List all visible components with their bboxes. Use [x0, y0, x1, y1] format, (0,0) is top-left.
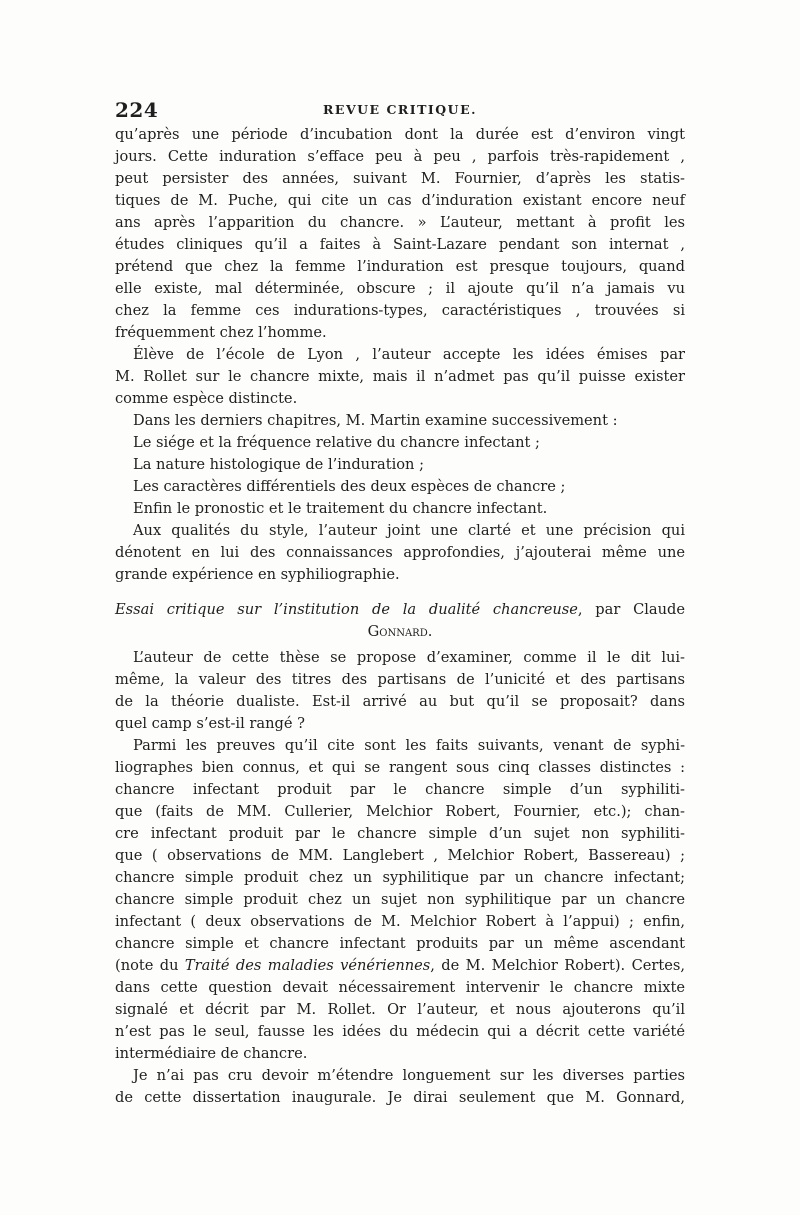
text-line: chancre simple produit chez un sujet non syphilitique par un chancre: [115, 891, 685, 908]
review-author-surname: Gonnard.: [367, 623, 433, 640]
paragraph-proofs: [115, 735, 685, 1065]
running-head: REVUE CRITIQUE.: [323, 102, 477, 117]
list-item: Enfin le pronostic et le traitement du chancre infectant.: [133, 500, 548, 517]
text-line: chancre simple produit chez un syphilitique par un chancre infectant;: [115, 869, 685, 886]
text-line: intermédiaire de chancre.: [115, 1045, 308, 1062]
text-line: ans après l’apparition du chancre. » L’auteur, mettant à profit les: [115, 214, 685, 231]
text-line: dénotent en lui des connaissances approfondies, j’ajouterai même une: [115, 544, 685, 561]
text-line: infectant ( deux observations de M. Melchior Robert à l’appui) ; enfin,: [115, 913, 685, 930]
text-line: même, la valeur des titres des partisans de l’unicité et des partisans: [115, 671, 685, 688]
body-text: [115, 124, 685, 1109]
text-line: prétend que chez la femme l’induration est presque toujours, quand: [115, 258, 685, 275]
text-line: chancre simple et chancre infectant produits par un même ascendant: [115, 935, 685, 952]
review-title: [115, 599, 685, 643]
text-line: n’est pas le seul, fausse les idées du médecin qui a décrit cette variété: [115, 1023, 685, 1040]
review-author-line: [115, 621, 685, 643]
text-line: L’auteur de cette thèse se propose d’examiner, comme il le dit lui-: [133, 649, 685, 666]
text-line: chez la femme ces indurations-types, caractéristiques , trouvées si: [115, 302, 685, 319]
text-line: peut persister des années, suivant M. Fournier, d’après les statis-: [115, 170, 685, 187]
text-line: fréquemment chez l’homme.: [115, 324, 327, 341]
text-line: Parmi les preuves qu’il cite sont les faits suivants, venant de syphi-: [133, 737, 685, 754]
paragraph-lyon: [115, 344, 685, 410]
paragraph-style: [115, 520, 685, 586]
review-title-by: , par Claude: [577, 601, 685, 618]
page-number: 224: [115, 98, 159, 122]
text-line: quel camp s’est-il rangé ?: [115, 715, 305, 732]
text-line: que (faits de MM. Cullerier, Melchior Robert, Fournier, etc.); chan-: [115, 803, 685, 820]
paragraph-chapters: [115, 410, 685, 520]
paragraph-closing: [115, 1065, 685, 1109]
text-line: Dans les derniers chapitres, M. Martin examine successivement :: [133, 412, 618, 429]
text-line: que ( observations de MM. Langlebert , Melchior Robert, Bassereau) ;: [115, 847, 685, 864]
list-item: La nature histologique de l’induration ;: [133, 456, 425, 473]
text-line: qu’après une période d’incubation dont la durée est d’environ vingt: [115, 126, 685, 143]
note-prefix: (note du: [115, 957, 185, 974]
text-line: Élève de l’école de Lyon , l’auteur accepte les idées émises par: [133, 346, 685, 363]
section-spacer: [115, 586, 685, 599]
text-line: M. Rollet sur le chancre mixte, mais il n’admet pas qu’il puisse exister: [115, 368, 685, 385]
text-line: études cliniques qu’il a faites à Saint-Lazare pendant son internat ,: [115, 236, 685, 253]
text-line: grande expérience en syphiliographie.: [115, 566, 400, 583]
list-item: Le siége et la fréquence relative du chancre infectant ;: [133, 434, 540, 451]
text-line: tiques de M. Puche, qui cite un cas d’induration existant encore neuf: [115, 192, 685, 209]
paragraph-thesis: [115, 647, 685, 735]
list-item: Les caractères différentiels des deux espèces de chancre ;: [133, 478, 566, 495]
text-line-with-citation: [115, 955, 685, 977]
review-title-italic: Essai critique sur l’institution de la dualité chancreuse: [115, 601, 578, 618]
paragraph-induration: [115, 124, 685, 344]
text-line: de cette dissertation inaugurale. Je dirai seulement que M. Gonnard,: [115, 1089, 685, 1106]
text-line: liographes bien connus, et qui se rangent sous cinq classes distinctes :: [115, 759, 685, 776]
text-line: comme espèce distincte.: [115, 390, 298, 407]
cited-work-title: Traité des maladies vénériennes: [184, 957, 431, 974]
text-line: Aux qualités du style, l’auteur joint une clarté et une précision qui: [133, 522, 685, 539]
text-line: cre infectant produit par le chancre simple d’un sujet non syphiliti-: [115, 825, 685, 842]
text-line: Je n’ai pas cru devoir m’étendre longuement sur les diverses parties: [133, 1067, 685, 1084]
text-line: signalé et décrit par M. Rollet. Or l’auteur, et nous ajouterons qu’il: [115, 1001, 685, 1018]
note-suffix: , de M. Melchior Robert). Certes,: [430, 957, 685, 974]
text-line: jours. Cette induration s’efface peu à peu , parfois très-rapidement ,: [115, 148, 685, 165]
text-line: de la théorie dualiste. Est-il arrivé au but qu’il se proposait? dans: [115, 693, 685, 710]
text-line: dans cette question devait nécessairement intervenir le chancre mixte: [115, 979, 685, 996]
text-line: elle existe, mal déterminée, obscure ; il ajoute qu’il n’a jamais vu: [115, 280, 685, 297]
review-title-line: [115, 599, 685, 621]
text-line: chancre infectant produit par le chancre simple d’un syphiliti-: [115, 781, 685, 798]
